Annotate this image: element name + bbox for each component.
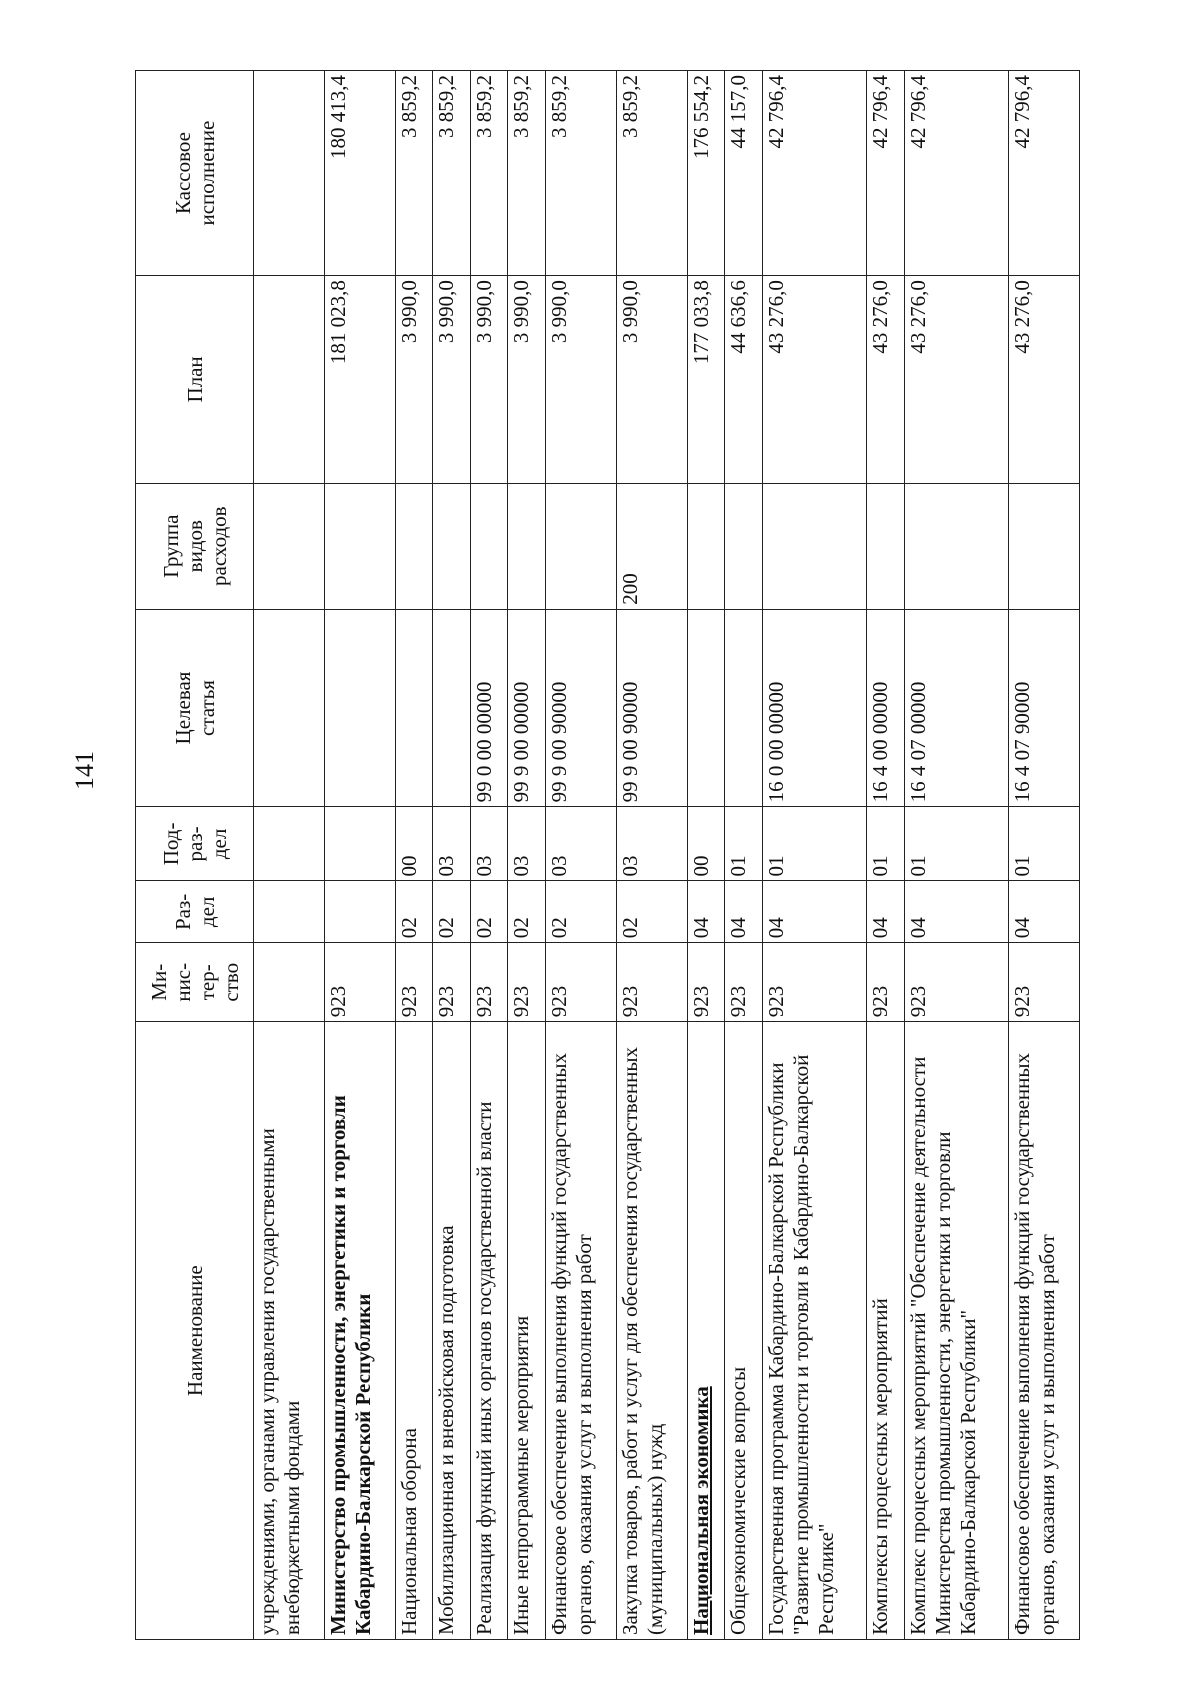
cell-name: Национальная оборона [395,1022,432,1640]
cell-section: 02 [508,881,545,943]
cell-section: 02 [395,881,432,943]
cell-name: Комплексы процессных мероприятий [867,1022,904,1640]
cell-plan: 44 636,6 [725,276,762,484]
cell-plan: 181 023,8 [324,276,395,484]
cell-name: Комплекс процессных мероприятий "Обеспечение деятельности Министерства промышленности, энергетики и торговли Кабардино-Балкарской Республики" [904,1022,1008,1640]
cell-group [545,483,616,609]
cell-target: 99 9 00 90000 [616,609,687,807]
header-plan: План [136,276,254,484]
cell-plan: 177 033,8 [687,276,724,484]
table-row [395,71,432,1640]
cell-group [324,483,395,609]
cell-plan: 43 276,0 [904,276,1008,484]
table-row [687,71,724,1640]
cell-ministry: 923 [762,943,866,1022]
cell-name: Иные непрограммные мероприятия [508,1022,545,1640]
cell-cash: 44 157,0 [725,71,762,276]
cell-ministry: 923 [725,943,762,1022]
cell-subsection: 00 [687,807,724,881]
cell-name: Финансовое обеспечение выполнения функций государственных органов, оказания услуг и выполнения работ [1008,1022,1079,1640]
cell-group [395,483,432,609]
cell-ministry: 923 [904,943,1008,1022]
cell-ministry: 923 [324,943,395,1022]
cell-cash [254,71,325,276]
cell-subsection: 03 [545,807,616,881]
table-row [1008,71,1079,1640]
cell-subsection: 01 [867,807,904,881]
cell-cash: 3 859,2 [470,71,507,276]
cell-target: 16 4 07 90000 [1008,609,1079,807]
table-row [762,71,866,1640]
budget-table [135,70,1080,1640]
cell-section: 04 [1008,881,1079,943]
cell-plan: 43 276,0 [867,276,904,484]
cell-ministry: 923 [433,943,470,1022]
cell-cash: 42 796,4 [904,71,1008,276]
cell-section: 02 [545,881,616,943]
cell-ministry: 923 [508,943,545,1022]
cell-target [324,609,395,807]
cell-cash: 42 796,4 [867,71,904,276]
header-target: Целевая статья [136,609,254,807]
table-row [904,71,1008,1640]
cell-name: Государственная программа Кабардино-Балкарской Республики "Развитие промышленности и торговли в Кабардино-Балкарской Республике" [762,1022,866,1640]
cell-subsection: 01 [762,807,866,881]
cell-plan: 3 990,0 [545,276,616,484]
cell-section: 04 [867,881,904,943]
cell-section: 04 [762,881,866,943]
cell-target: 99 0 00 00000 [470,609,507,807]
cell-ministry: 923 [616,943,687,1022]
table-row [616,71,687,1640]
cell-subsection: 03 [433,807,470,881]
cell-plan [254,276,325,484]
cell-target: 16 4 07 00000 [904,609,1008,807]
cell-name: Национальная экономика [687,1022,724,1640]
cell-ministry: 923 [687,943,724,1022]
rotated-table-container [135,70,1080,1640]
table-body [254,71,1080,1640]
cell-target: 16 4 00 00000 [867,609,904,807]
header-section: Раз- дел [136,881,254,943]
cell-cash: 3 859,2 [433,71,470,276]
cell-section: 02 [433,881,470,943]
cell-group [470,483,507,609]
cell-target [687,609,724,807]
cell-subsection: 00 [395,807,432,881]
cell-ministry: 923 [470,943,507,1022]
table-row [725,71,762,1640]
cell-cash: 3 859,2 [508,71,545,276]
cell-cash: 42 796,4 [1008,71,1079,276]
cell-group [687,483,724,609]
cell-target [725,609,762,807]
cell-group [508,483,545,609]
cell-plan: 3 990,0 [470,276,507,484]
cell-group [725,483,762,609]
cell-section: 02 [616,881,687,943]
cell-section [324,881,395,943]
cell-target [254,609,325,807]
cell-subsection: 01 [904,807,1008,881]
cell-cash: 3 859,2 [395,71,432,276]
cell-target: 99 9 00 90000 [545,609,616,807]
table-header-row [136,71,254,1640]
cell-subsection [324,807,395,881]
cell-subsection: 01 [1008,807,1079,881]
cell-ministry: 923 [545,943,616,1022]
cell-group [867,483,904,609]
cell-cash: 180 413,4 [324,71,395,276]
cell-target [433,609,470,807]
cell-ministry [254,943,325,1022]
cell-cash: 42 796,4 [762,71,866,276]
cell-subsection: 03 [508,807,545,881]
table-row [470,71,507,1640]
cell-ministry: 923 [395,943,432,1022]
cell-cash: 3 859,2 [616,71,687,276]
cell-section [254,881,325,943]
cell-plan: 43 276,0 [762,276,866,484]
cell-plan: 3 990,0 [508,276,545,484]
cell-group [762,483,866,609]
cell-ministry: 923 [867,943,904,1022]
cell-name: Министерство промышленности, энергетики и торговли Кабардино-Балкарской Республики [324,1022,395,1640]
cell-plan: 43 276,0 [1008,276,1079,484]
cell-name: Мобилизационная и вневойсковая подготовка [433,1022,470,1640]
cell-group [433,483,470,609]
cell-section: 04 [725,881,762,943]
cell-target [395,609,432,807]
cell-cash: 3 859,2 [545,71,616,276]
cell-name: Общеэкономические вопросы [725,1022,762,1640]
cell-name: Финансовое обеспечение выполнения функций государственных органов, оказания услуг и выполнения работ [545,1022,616,1640]
cell-plan: 3 990,0 [433,276,470,484]
cell-target: 99 9 00 00000 [508,609,545,807]
table-row [324,71,395,1640]
cell-group [254,483,325,609]
cell-target: 16 0 00 00000 [762,609,866,807]
cell-subsection: 03 [616,807,687,881]
cell-group [904,483,1008,609]
cell-section: 02 [470,881,507,943]
table-row [545,71,616,1640]
cell-group [1008,483,1079,609]
header-group: Группа видов расходов [136,483,254,609]
table-row [508,71,545,1640]
cell-plan: 3 990,0 [395,276,432,484]
header-name: Наименование [136,1022,254,1640]
page-number: 141 [70,751,99,790]
cell-ministry: 923 [1008,943,1079,1022]
table-row [433,71,470,1640]
header-ministry: Ми- нис- тер- ство [136,943,254,1022]
cell-group: 200 [616,483,687,609]
cell-subsection [254,807,325,881]
table-row [867,71,904,1640]
cell-name: Закупка товаров, работ и услуг для обеспечения государственных (муниципальных) нужд [616,1022,687,1640]
cell-subsection: 01 [725,807,762,881]
cell-subsection: 03 [470,807,507,881]
cell-cash: 176 554,2 [687,71,724,276]
cell-plan: 3 990,0 [616,276,687,484]
cell-section: 04 [687,881,724,943]
cell-section: 04 [904,881,1008,943]
cell-name: учреждениями, органами управления государственными внебюджетными фондами [254,1022,325,1640]
header-cash: Кассовое исполнение [136,71,254,276]
header-subsection: Под- раз- дел [136,807,254,881]
cell-name: Реализация функций иных органов государственной власти [470,1022,507,1640]
table-row [254,71,325,1640]
